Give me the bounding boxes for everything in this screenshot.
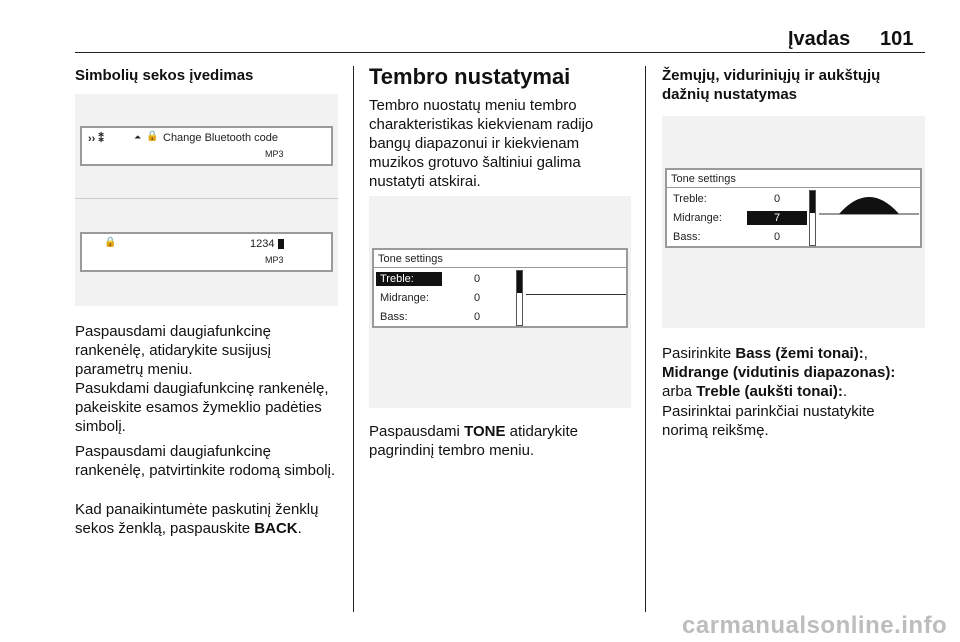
text: arba (662, 383, 697, 400)
midrange-curve-graph (817, 188, 921, 218)
tone-button-label: TONE (464, 423, 506, 440)
paragraph: Paspausdami daugiafunkcinę rankenėlę, patvirtinkite rodomą simbolį. (75, 443, 336, 479)
lcd-screen-tone-settings (372, 248, 628, 328)
section-heading-bass-mid-treble: Žemųjų, viduriniųjų ir aukštųjų dažnių nustatymas (662, 67, 881, 103)
paragraph: Pasukdami daugiafunkcinę rankenėlę, pakeiskite esamos žymeklio padėties simbolį. (75, 380, 329, 435)
paragraph (369, 422, 631, 460)
scrollbar[interactable] (809, 190, 816, 246)
page-number: 101 (880, 28, 914, 50)
text: , (863, 345, 868, 362)
section-heading-tone: Tembro nustatymai (369, 64, 571, 89)
paragraph (75, 500, 347, 538)
character-input-illustration (75, 94, 338, 306)
treble-label: Treble (aukšti tonai): (696, 383, 843, 400)
midrange-label: Midrange (vidutinis diapazonas): (662, 364, 896, 381)
tone-row-treble-label[interactable]: Treble: (673, 193, 707, 205)
tone-row-treble-value: 0 (774, 193, 781, 205)
text: . (297, 520, 302, 537)
column-divider-1 (353, 66, 354, 612)
source-label: MP3 (265, 255, 284, 265)
tone-row-treble-label[interactable]: Treble: (376, 272, 442, 286)
bass-label: Bass (žemi tonai): (735, 345, 864, 362)
text: . (842, 383, 848, 400)
back-button-label: BACK (254, 520, 298, 537)
title-divider (374, 267, 626, 268)
tone-row-midrange-label[interactable]: Midrange: (380, 292, 429, 304)
tone-row-treble-value: 0 (474, 273, 481, 285)
text: Paspausdami (369, 423, 465, 440)
menu-item-text: Change Bluetooth code (163, 132, 278, 144)
level-graph-line (526, 294, 626, 295)
column-divider-2 (645, 66, 646, 612)
chapter-title: Įvadas (788, 28, 851, 50)
scrollbar-thumb[interactable] (517, 271, 522, 293)
paragraph: Tembro nuostatų meniu tembro charakteristikas kiekvienam radijo bangų diapazonui ir kiekvienam muzikos grotuvo šaltiniui galima nustatyti atskirai. (369, 97, 594, 190)
text: Kad panaikintumėte paskutinį ženklų sekos ženklą, paspauskite (75, 501, 319, 537)
lcd-screen-code-entry (80, 232, 333, 272)
screen-title: Tone settings (671, 173, 736, 185)
graph-curve (839, 197, 899, 214)
lock-icon: 🔒 (146, 131, 159, 142)
lock-icon: 🔒 (104, 237, 117, 248)
tone-settings-illustration (369, 196, 631, 408)
scrollbar-thumb[interactable] (810, 191, 815, 213)
cursor-block (278, 239, 284, 249)
text: Pasirinkite (662, 345, 736, 362)
section-heading-character-input: Simbolių sekos įvedimas (75, 67, 254, 84)
watermark: carmanualsonline.info (682, 612, 948, 639)
text: atidarykite pagrindinį tembro meniu. (369, 423, 579, 459)
code-value: 1234 (250, 238, 275, 250)
tone-row-bass-value: 0 (474, 311, 481, 323)
tone-row-midrange-value: 0 (474, 292, 481, 304)
paragraph: Pasirinktai parinkčiai nustatykite norimą reikšmę. (662, 403, 875, 439)
midrange-adjust-illustration (662, 116, 925, 328)
tone-row-bass-value: 0 (774, 231, 781, 243)
scrollbar[interactable] (516, 270, 523, 326)
tone-row-midrange-label[interactable]: Midrange: (673, 212, 722, 224)
illustration-divider (75, 198, 338, 199)
tone-row-bass-label[interactable]: Bass: (673, 231, 701, 243)
bluetooth-icon: ›› ⁑ (88, 133, 104, 145)
lcd-screen-bluetooth-code (80, 126, 333, 166)
tone-row-midrange-value[interactable]: 7 (747, 211, 807, 225)
lcd-screen-tone-settings (665, 168, 922, 248)
paragraph: Paspausdami daugiafunkcinę rankenėlę, atidarykite susijusį parametrų meniu. (75, 323, 271, 378)
header-rule (75, 52, 925, 53)
screen-title: Tone settings (378, 253, 443, 265)
arrow-up-icon: ⏶ (134, 132, 142, 142)
tone-row-bass-label[interactable]: Bass: (380, 311, 408, 323)
paragraph (662, 344, 925, 401)
source-label: MP3 (265, 149, 284, 159)
